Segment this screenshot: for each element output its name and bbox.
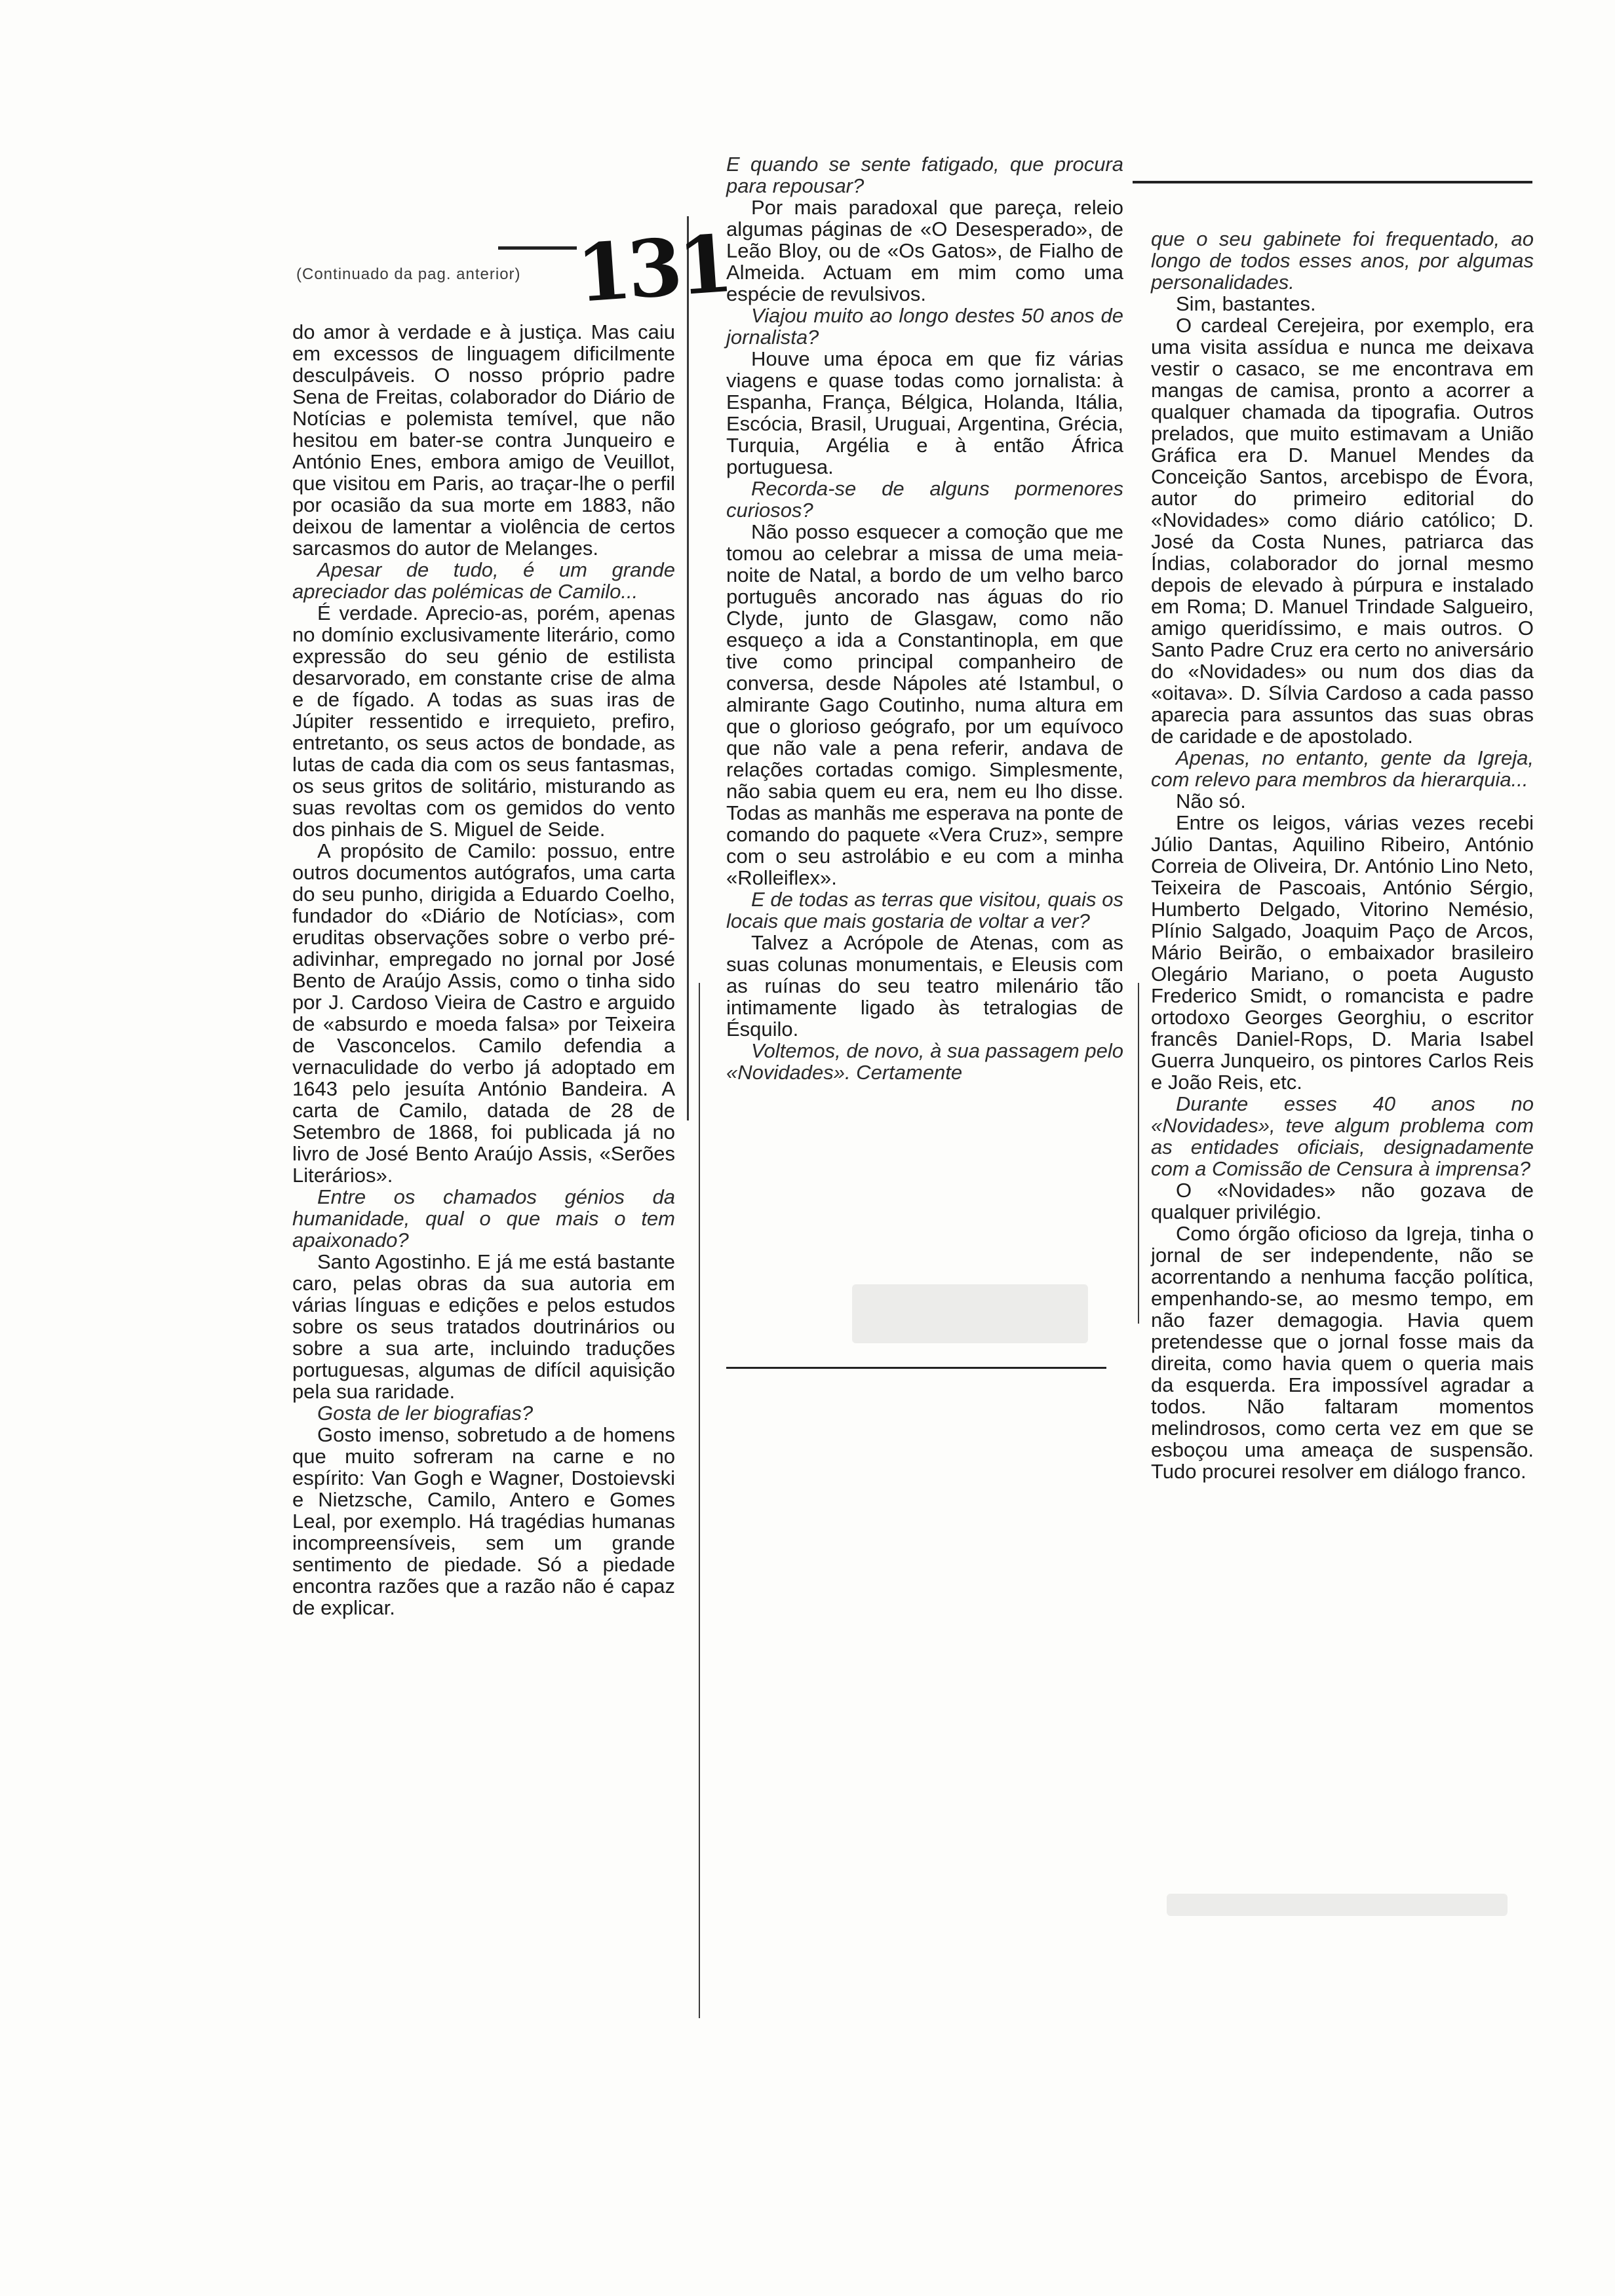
- top-right-rule: [1133, 181, 1532, 183]
- answer-paragraph: Entre os leigos, várias vezes recebi Júlio Dantas, Aquilino Ribeiro, António Correia de Oliveira, Dr. António Lino Neto, Teixeira de Pascoais, António Sérgio, Humberto Delgado, Vitorino Nemésio, Plínio Salgado, Joaquim Paço de Arcos, Mário Beirão, o embaixador brasileiro Olegário Mariano, o poeta Augusto Frederico Smidt, o romancista e padre ortodoxo Georges Georghiu, o escritor francês Daniel-Rops, D. Maria Isabel Guerra Junqueiro, os pintores Carlos Reis e João Reis, etc.: [1151, 811, 1534, 1094]
- answer-paragraph: Gosto imenso, sobretudo a de homens que muito sofreram na carne e no espírito: Van Gogh e Wagner, Dostoievski e Nietzsche, Camilo, Antero e Gomes Leal, por exemplo. Há tragédias humanas incompreensíveis, sem um grande sentimento de piedade. Só a piedade encontra razões que a razão não é capaz de explicar.: [292, 1423, 675, 1619]
- answer-paragraph: Como órgão oficioso da Igreja, tinha o jornal de ser independente, não se acorrentando a nenhuma facção política, empenhando-se, ao mesmo tempo, em não fazer demagogia. Havia quem pretendesse que o jornal fosse mais da direita, como havia quem o queria mais da esquerda. Era impossível agradar a todos. Não faltaram momentos melindrosos, como certa vez em que se esboçou uma ameaça de suspensão. Tudo procurei resolver em diálogo franco.: [1151, 1222, 1534, 1483]
- answer-paragraph: Talvez a Acrópole de Atenas, com as suas colunas monumentais, e Eleusis com as ruínas do seu teatro milenário tão intimamente ligado às tetralogias de Ésquilo.: [726, 931, 1123, 1041]
- answer-paragraph: Não só.: [1176, 790, 1246, 813]
- column3-left-line: [1138, 983, 1139, 1324]
- answer-paragraph: Não posso esquecer a comoção que me tomou ao celebrar a missa de uma meia-noite de Natal, a bordo de um velho barco português ancorado nas águas do rio Clyde, junto de Glasgaw, como não esqueço a ida a Constantinopla, em que tive como principal companheiro de conversa, desde Nápoles até Istambul, o almirante Gago Coutinho, numa altura em que o glorioso geógrafo, por um equívoco que não vale a pena referir, andava de relações cortadas comigo. Simplesmente, não sabia quem eu era, nem eu lho disse. Todas as manhãs me esperava na ponte de comando do paquete «Vera Cruz», sempre com o seu astrolábio e eu com a minha «Rolleiflex».: [726, 520, 1123, 889]
- column-1: [292, 321, 675, 1618]
- smudge-2: [1167, 1894, 1508, 1916]
- question-paragraph: Apesar de tudo, é um grande apreciador das polémicas de Camilo...: [292, 558, 675, 603]
- handwritten-page-number: 131: [574, 218, 733, 320]
- answer-paragraph: Por mais paradoxal que pareça, releio algumas páginas de «O Desesperado», de Leão Bloy, ou de «Os Gatos», de Fialho de Almeida. Actuam em mim como uma espécie de revulsivos.: [726, 196, 1123, 305]
- question-paragraph: Gosta de ler biografias?: [317, 1402, 534, 1425]
- column2-left-line: [699, 983, 700, 2018]
- column-2: [726, 153, 1123, 1083]
- answer-paragraph: Santo Agostinho. E já me está bastante caro, pelas obras da sua autoria em várias línguas e edições e pelos estudos sobre os seus tratados doutrinários ou sobre a sua arte, incluindo traduções portuguesas, algumas de difícil aquisição pela sua raridade.: [292, 1250, 675, 1403]
- answer-paragraph: Sim, bastantes.: [1176, 292, 1316, 315]
- answer-paragraph: do amor à verdade e à justiça. Mas caiu em excessos de linguagem dificilmente desculpáveis. O nosso próprio padre Sena de Freitas, colaborador do Diário de Notícias e polemista temível, que não hesitou em bater-se contra Junqueiro e António Enes, embora amigo de Veuillot, que visitou em Paris, ao traçar-lhe o perfil por ocasião da sua morte em 1883, não deixou de lamentar a violência de certos sarcasmos do autor de Melanges.: [292, 320, 675, 560]
- question-paragraph: Voltemos, de novo, à sua passagem pelo «Novidades». Certamente: [726, 1039, 1123, 1084]
- question-paragraph: E de todas as terras que visitou, quais os locais que mais gostaria de voltar a ver?: [726, 888, 1123, 932]
- continued-note: (Continuado da pag. anterior): [296, 265, 521, 283]
- question-paragraph: que o seu gabinete foi frequentado, ao longo de todos esses anos, por algumas personalidades.: [1151, 227, 1534, 294]
- column1-right-line: [687, 216, 689, 1120]
- question-paragraph: Recorda-se de alguns pormenores curiosos?: [726, 477, 1123, 522]
- question-paragraph: Apenas, no entanto, gente da Igreja, com relevo para membros da hierarquia...: [1151, 746, 1534, 791]
- question-paragraph: Viajou muito ao longo destes 50 anos de jornalista?: [726, 304, 1123, 349]
- answer-paragraph: A propósito de Camilo: possuo, entre outros documentos autógrafos, uma carta do seu punho, dirigida a Eduardo Coelho, fundador do «Diário de Notícias», com eruditas observações sobre o verbo pré-adivinhar, empregado no jornal por José Bento de Araújo Assis, como o tinha sido por J. Cardoso Vieira de Castro e arguido de «absurdo e moeda falsa» por Teixeira de Vasconcelos. Camilo defendia a vernaculidade do verbo já adoptado em 1643 pelo jesuíta António Bandeira. A carta de Camilo, datada de 28 de Setembro de 1868, foi publicada já no livro de José Bento Araújo Assis, «Serões Literários».: [292, 839, 675, 1187]
- column2-bottom-rule: [726, 1367, 1106, 1369]
- header-rule: [498, 246, 577, 250]
- answer-paragraph: Houve uma época em que fiz várias viagens e quase todas como jornalista: à Espanha, França, Bélgica, Holanda, Itália, Escócia, Brasil, Uruguai, Argentina, Grécia, Turquia, Argélia e à então África portuguesa.: [726, 347, 1123, 478]
- question-paragraph: Entre os chamados génios da humanidade, qual o que mais o tem apaixonado?: [292, 1185, 675, 1252]
- question-paragraph: Durante esses 40 anos no «Novidades», teve algum problema com as entidades oficiais, designadamente com a Comissão de Censura à imprensa?: [1151, 1092, 1534, 1180]
- answer-paragraph: O «Novidades» não gozava de qualquer privilégio.: [1151, 1179, 1534, 1223]
- answer-paragraph: É verdade. Aprecio-as, porém, apenas no domínio exclusivamente literário, como expressão do seu génio de estilista desarvorado, em constante crise de alma e de fígado. A todas as suas iras de Júpiter ressentido e irrequieto, prefiro, entretanto, os seus actos de bondade, as lutas de cada dia com os seus fantasmas, os seus gritos de solitário, misturando as suas revoltas com os gemidos do vento dos pinhais de S. Miguel de Seide.: [292, 602, 675, 841]
- question-paragraph: E quando se sente fatigado, que procura para repousar?: [726, 153, 1123, 197]
- smudge-1: [852, 1284, 1088, 1343]
- answer-paragraph: O cardeal Cerejeira, por exemplo, era uma visita assídua e nunca me deixava vestir o casaco, se me encontrava em mangas de camisa, pronto a acorrer a qualquer chamada da tipografia. Outros prelados, que muito estimavam a União Gráfica era D. Manuel Mendes da Conceição Santos, arcebispo de Évora, autor do primeiro editorial do «Novidades» como diário católico; D. José da Costa Nunes, patriarca das Índias, colaborador do jornal mesmo depois de elevado à púrpura e instalado em Roma; D. Manuel Trindade Salgueiro, amigo queridíssimo, e mais outros. O Santo Padre Cruz era certo no aniversário do «Novidades» ou num dos dias da «oitava». D. Sílvia Cardoso a cada passo aparecia para assuntos das suas obras de caridade e de apostolado.: [1151, 314, 1534, 748]
- column-3: [1151, 228, 1534, 1482]
